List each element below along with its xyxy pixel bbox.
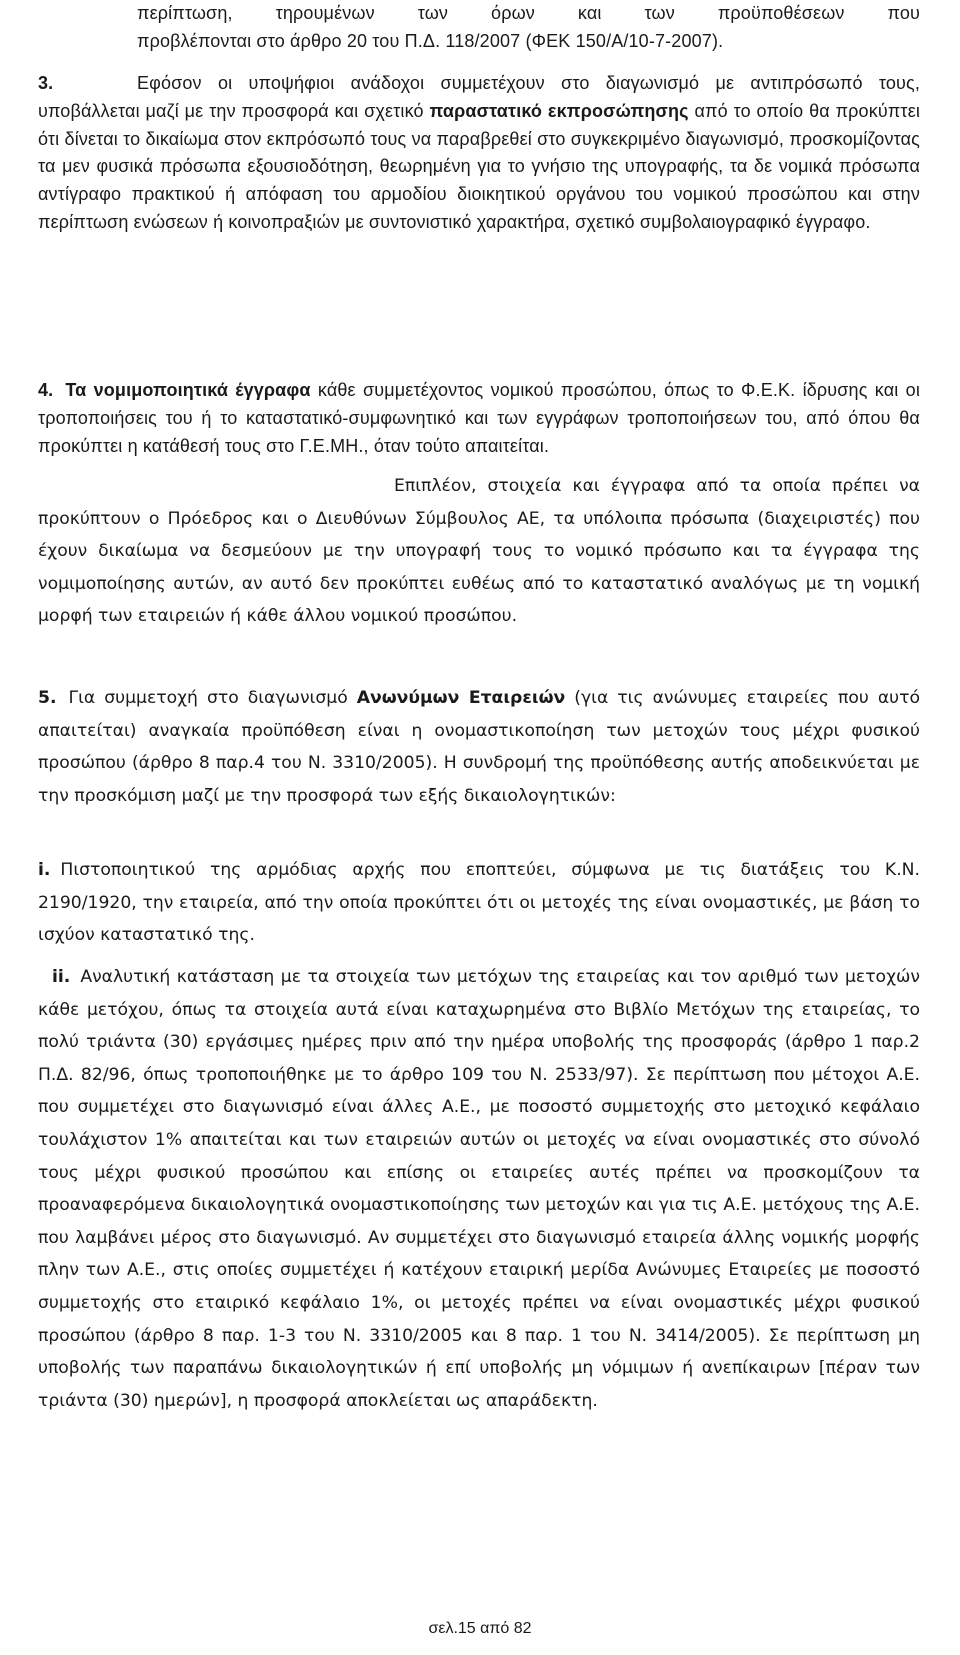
paragraph-5-item-ii: [38, 961, 920, 1417]
paragraph-bold-text: Ανωνύμων Εταιρειών: [356, 688, 566, 708]
paragraph-4-intro: [38, 377, 920, 460]
paragraph-4-continued: [38, 470, 920, 633]
page-number-footer: σελ.15 από 82: [428, 1620, 532, 1637]
paragraph-text: Εφόσον οι υποψήφιοι ανάδοχοι συμμετέχουν στο διαγωνισμό με αντιπρόσωπό τους, υποβάλλεται μαζί με την προσφορά και σχετικό: [38, 73, 920, 121]
paragraph-5-item-i: [38, 854, 920, 952]
paragraph-text: Επιπλέον, στοιχεία και έγγραφα από τα οποία πρέπει να προκύπτουν ο Πρόεδρος και ο Διευθύνων Σύμβουλος ΑΕ, τα υπόλοιπα πρόσωπα (διαχειριστές) που έχουν δικαίωμα να δεσμεύουν με την υπογραφή τους το νομικό πρόσωπο και τα έγγραφα της νομιμοποίησης αυτών, αν αυτό δεν προκύπτει ευθέως από το καταστατικό αναλόγως με τη νομική μορφή των εταιρειών ή κάθε άλλου νομικού προσώπου.: [38, 476, 920, 627]
paragraph-number: 5.: [38, 688, 57, 708]
paragraph-text: Για συμμετοχή στο διαγωνισμό: [68, 688, 357, 708]
paragraph-text: (για τις ανώνυμες εταιρείες που αυτό απαιτείται) αναγκαία προϋπόθεση είναι η ονομαστικοποίηση των μετοχών τους μέχρι φυσικού προσώπου (άρθρο 8 παρ.4 του Ν. 3310/2005). Η συνδρομή της προϋπόθεσης αυτής αποδεικνύεται με την προσκόμιση μαζί με την προσφορά των εξής δικαιολογητικών:: [38, 688, 920, 806]
paragraph-5: [38, 682, 920, 812]
continuation-line-1: περίπτωση, τηρουμένων των όρων και των προϋποθέσεων που: [137, 3, 920, 23]
item-text: Πιστοποιητικού της αρμόδιας αρχής που εποπτεύει, σύμφωνα με τις διατάξεις του Κ.Ν. 2190/1920, την εταιρεία, από την οποία προκύπτει ότι οι μετοχές της είναι ονομαστικές, με βάση το ισχύον καταστατικό της.: [38, 860, 920, 946]
paragraph-number: 3.: [38, 73, 54, 93]
page-bottom-edge: [0, 1645, 960, 1655]
continuation-line-2: προβλέπονται στο άρθρο 20 του Π.Δ. 118/2007 (ΦΕΚ 150/Α/10-7-2007).: [137, 30, 724, 51]
paragraph-text: από το οποίο θα προκύπτει ότι δίνεται το δικαίωμα στον εκπρόσωπό τους να παραβρεθεί στο συγκεκριμένο διαγωνισμό, προσκομίζοντας τα μεν φυσικά πρόσωπα εξουσιοδότηση, θεωρημένη για το γνήσιο της υπογραφής, τα δε νομικά πρόσωπα αντίγραφο πρακτικού ή απόφαση του αρμοδίου διοικητικού οργάνου του νομικού προσώπου και στην περίπτωση ενώσεων ή κοινοπραξιών με συντονιστικό χαρακτήρα, σχετικό συμβολαιογραφικό έγγραφο.: [38, 100, 921, 232]
item-number: ii.: [52, 967, 71, 987]
paragraph-continuation: [137, 0, 920, 56]
item-text: Αναλυτική κατάσταση με τα στοιχεία των μετόχων της εταιρείας και τον αριθμό των μετοχών κάθε μετόχου, όπως τα στοιχεία αυτά είναι καταχωρημένα στο Βιβλίο Μετόχων της εταιρείας, το πολύ τριάντα (30) εργάσιμες ημέρες πριν από την ημέρα υποβολής της προσφοράς (άρθρο 1 παρ.2 Π.Δ. 82/96, όπως τροποποιήθηκε με το άρθρο 109 του Ν. 2533/97). Σε περίπτωση που μέτοχοι Α.Ε. που συμμετέχει στο διαγωνισμό είναι άλλες Α.Ε., με ποσοστό συμμετοχής στο μετοχικό κεφάλαιο τουλάχιστον 1% απαιτείται και των εταιρειών αυτών οι μετοχές να είναι ονομαστικές στο σύνολό τους μέχρι φυσικού προσώπου και επίσης οι εταιρείες αυτές πρέπει να προσκομίζουν τα προαναφερόμενα δικαιολογητικά ονομαστικοποίησης των μετοχών και για τις Α.Ε. μετόχους της Α.Ε. που λαμβάνει μέρος στο διαγωνισμό. Αν συμμετέχει στο διαγωνισμό εταιρεία άλλης νομικής μορφής πλην των Α.Ε., στις οποίες συμμετέχει ή κατέχουν εταιρική μερίδα Ανώνυμες Εταιρείες με ποσοστό συμμετοχής στο εταιρικό κεφάλαιο 1%, οι μετοχές πρέπει να είναι ονομαστικές μέχρι φυσικού προσώπου (άρθρο 8 παρ. 1-3 του Ν. 3310/2005 και 8 παρ. 1 του Ν. 3414/2005). Σε περίπτωση μη υποβολής των παραπάνω δικαιολογητικών ή επί υποβολής μη νόμιμων ή ανεπίκαιρων [πέραν των τριάντα (30) ημερών], η προσφορά αποκλείεται ως απαράδεκτη.: [38, 967, 920, 1411]
paragraph-bold-text: Τα νομιμοποιητικά έγγραφα: [65, 380, 311, 400]
paragraph-bold-text: παραστατικό εκπροσώπησης: [429, 100, 689, 121]
paragraph-3: [38, 70, 920, 237]
paragraph-text: κάθε συμμετέχοντος νομικού προσώπου, όπως το Φ.Ε.Κ. ίδρυσης και οι τροποποιήσεις του ή το καταστατικό-συμφωνητικό και των εγγράφων τροποποιήσεων του, από όπου θα προκύπτει η κατάθεσή τους στο Γ.Ε.ΜΗ., όταν τούτο απαιτείται.: [38, 380, 920, 456]
item-number: i.: [38, 860, 51, 880]
paragraph-number: 4.: [38, 380, 54, 400]
